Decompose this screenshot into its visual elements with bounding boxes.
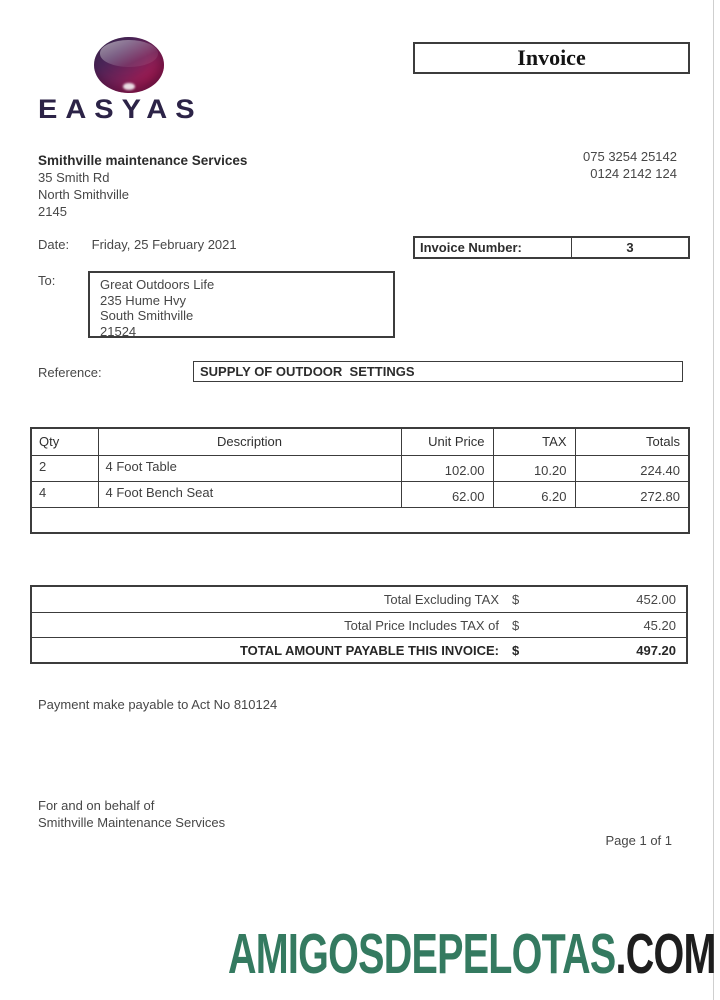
item-tax: 10.20 [493,455,575,481]
brand-wordmark: EASYAS [38,95,203,125]
sender-address-line: 2145 [38,204,67,219]
item-qty: 4 [31,481,98,507]
recipient-line: 235 Hume Hvy [100,292,186,308]
column-header-qty: Qty [31,428,98,455]
recipient-label: To: [38,273,56,288]
currency-symbol: $ [512,617,520,633]
total-value: 452.00 [636,592,676,607]
column-header-unit-price: Unit Price [401,428,493,455]
phone-number: 075 3254 25142 [583,149,677,164]
item-total: 224.40 [575,455,689,481]
totals-box [30,585,688,664]
sender-name: Smithville maintenance Services [38,153,248,168]
column-header-totals: Totals [575,428,689,455]
item-description: 4 Foot Table [98,455,401,481]
watermark [228,922,716,987]
total-value: 497.20 [636,642,676,658]
reference-value-box: SUPPLY OF OUTDOOR SETTINGS [193,361,683,382]
sender-address-line: North Smithville [38,187,130,202]
currency-symbol: $ [512,592,520,607]
item-unit-price: 62.00 [401,481,493,507]
signature-line: For and on behalf of [38,798,155,813]
sender-block [38,152,247,220]
date-label: Date: [38,237,70,252]
item-description: 4 Foot Bench Seat [98,481,401,507]
recipient-line: Great Outdoors Life [100,277,215,292]
watermark-site-tld: .COM [615,923,716,986]
item-unit-price: 102.00 [401,455,493,481]
page-indicator: Page 1 of 1 [605,833,672,848]
item-total: 272.80 [575,481,689,507]
sender-phones [583,148,677,182]
recipient-line: South Smithville [100,308,194,323]
easyas-orb-icon [94,37,164,93]
tax-amount-row [32,612,686,637]
date-value: Friday, 25 February 2021 [91,237,237,252]
invoice-title: Invoice [517,45,586,70]
item-tax: 6.20 [493,481,575,507]
currency-symbol: $ [512,642,520,658]
total-label: TOTAL AMOUNT PAYABLE THIS INVOICE: [239,642,499,658]
total-payable-row [32,637,686,662]
signature-line: Smithville Maintenance Services [38,815,226,830]
invoice-title-box [413,42,690,74]
signature-block [38,797,225,831]
scan-page-edge [713,0,714,1000]
recipient-line: 21524 [100,323,137,339]
table-header-row [31,428,689,455]
table-row [31,455,689,481]
total-label: Total Price Includes TAX of [344,617,499,633]
column-header-description: Description [98,428,401,455]
table-row [31,481,689,507]
phone-number: 0124 2142 124 [590,166,677,181]
line-items-table [30,427,690,534]
sender-address-line: 35 Smith Rd [38,170,110,185]
item-qty: 2 [31,455,98,481]
invoice-number-box [413,236,690,259]
table-empty-area [31,507,689,533]
total-value: 45.20 [643,617,676,633]
column-header-tax: TAX [493,428,575,455]
payment-note: Payment make payable to Act No 810124 [38,697,278,712]
invoice-number-value: 3 [626,240,634,255]
date-row [38,237,237,252]
total-excluding-tax-row [32,587,686,612]
total-label: Total Excluding TAX [383,592,499,607]
invoice-number-label: Invoice Number: [415,238,572,257]
recipient-box [88,271,395,338]
watermark-site-name: AMIGOSDEPELOTAS [228,923,616,986]
reference-label: Reference: [38,365,102,380]
